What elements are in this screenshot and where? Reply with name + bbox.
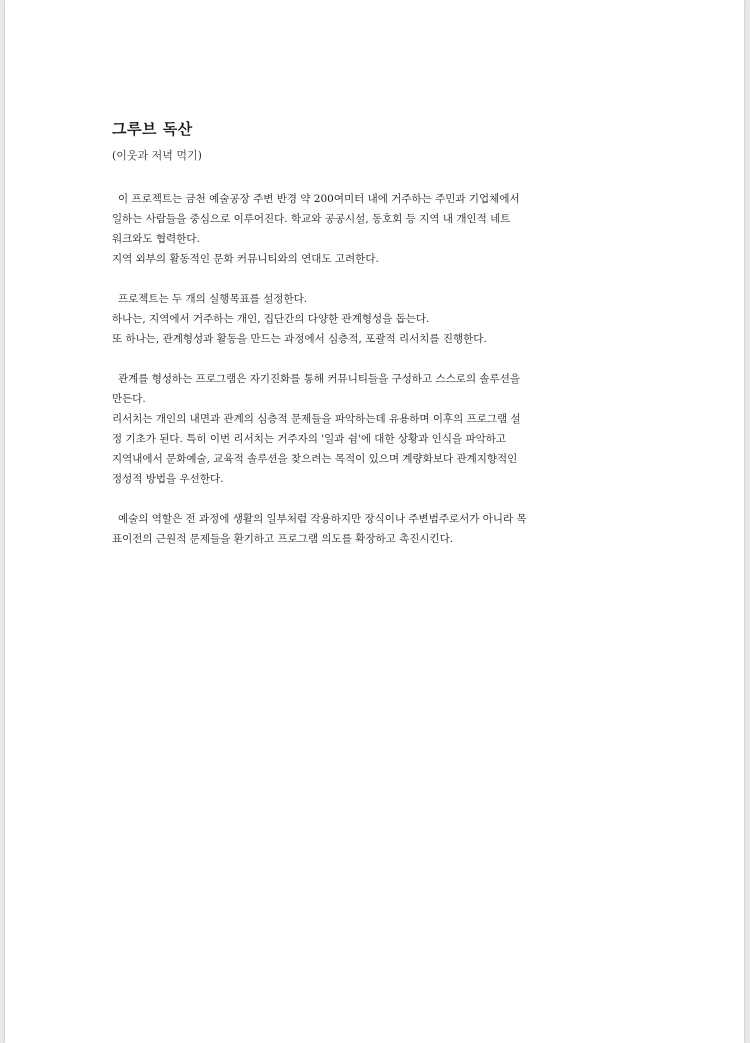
- document-subtitle: (이웃과 저녁 먹기): [112, 149, 202, 162]
- paragraph-line: 만든다.: [112, 393, 146, 405]
- paragraph-line: 표이전의 근원적 문제들을 환기하고 프로그램 의도를 확장하고 촉진시킨다.: [112, 533, 454, 545]
- paragraph-line: 일하는 사람들을 중심으로 이루어진다. 학교와 공공시설, 동호회 등 지역 내 개인적 네트: [112, 213, 511, 225]
- paragraph-line: 정 기초가 된다. 특히 이번 리서치는 거주자의 '일과 쉼'에 대한 상황과 인식을 파악하고: [112, 433, 507, 445]
- paragraph-line: 정성적 방법을 우선한다.: [112, 473, 224, 485]
- paragraph-scope: [112, 189, 647, 269]
- paragraph-line: 하나는, 지역에서 거주하는 개인, 집단간의 다양한 관계형성을 돕는다.: [112, 313, 430, 325]
- paragraph-line: 지역내에서 문화예술, 교육적 솔루션을 찾으려는 목적이 있으며 계량화보다 관계지향적인: [112, 453, 518, 465]
- paragraph-line: 이 프로젝트는 금천 예술공장 주변 반경 약 200여미터 내에 거주하는 주민과 기업체에서: [118, 193, 520, 205]
- paragraph-art-role: [112, 509, 647, 549]
- document-title: 그루브 독산: [112, 120, 193, 138]
- paragraph-line: 또 하나는, 관계형성과 활동을 만드는 과정에서 심층적, 포괄적 리서치를 진행한다.: [112, 333, 487, 345]
- document-body: [112, 118, 647, 549]
- paragraph-line: 프로젝트는 두 개의 실행목표를 설정한다.: [118, 293, 308, 305]
- paragraph-line: 관계를 형성하는 프로그램은 자기진화를 통해 커뮤니티들을 구성하고 스스로의 솔루션을: [118, 373, 520, 385]
- document-page: [5, 0, 744, 1043]
- paragraph-program: [112, 369, 647, 489]
- paragraph-line: 예술의 역할은 전 과정에 생활의 일부처럼 작용하지만 장식이나 주변범주로서가 아니라 목: [118, 513, 527, 525]
- paragraph-line: 워크와도 협력한다.: [112, 233, 200, 245]
- paragraph-goals: [112, 289, 647, 349]
- paragraph-line: 지역 외부의 활동적인 문화 커뮤니티와의 연대도 고려한다.: [112, 253, 379, 265]
- paragraph-line: 리서치는 개인의 내면과 관계의 심층적 문제들을 파악하는데 유용하며 이후의 프로그램 설: [112, 413, 521, 425]
